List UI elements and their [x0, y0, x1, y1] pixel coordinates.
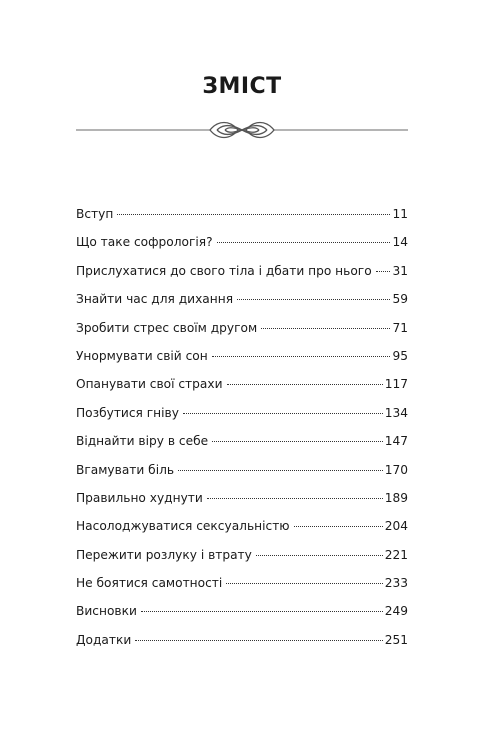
dot-leader — [226, 583, 382, 584]
toc-entry-label: Унормувати свій сон — [76, 348, 208, 363]
toc-entry-label: Висновки — [76, 604, 137, 619]
toc-entry-label: Позбутися гніву — [76, 405, 179, 420]
toc-entry-label: Прислухатися до свого тіла і дбати про нього — [76, 263, 372, 278]
table-of-contents — [76, 207, 408, 661]
toc-entry-label: Правильно худнути — [76, 490, 203, 505]
toc-entry-page: 204 — [384, 519, 408, 534]
toc-entry[interactable] — [76, 548, 408, 576]
toc-entry-page: 221 — [384, 547, 408, 562]
toc-entry-page: 117 — [384, 377, 408, 392]
toc-entry[interactable] — [76, 349, 408, 377]
toc-entry-page: 251 — [384, 632, 408, 647]
dot-leader — [183, 413, 383, 414]
toc-entry[interactable] — [76, 321, 408, 349]
dot-leader — [294, 526, 383, 527]
toc-entry-page: 59 — [392, 292, 408, 307]
toc-entry-label: Вступ — [76, 207, 114, 221]
knot-ornament-icon — [210, 123, 274, 138]
page-title: ЗМІСТ — [202, 74, 282, 99]
toc-entry-label: Пережити розлуку і втрату — [76, 547, 252, 562]
toc-entry-page: 134 — [384, 405, 408, 420]
toc-entry[interactable] — [76, 576, 408, 604]
toc-entry[interactable] — [76, 434, 408, 462]
toc-entry-page: 71 — [392, 320, 408, 335]
toc-entry-page: 170 — [384, 462, 408, 477]
toc-entry-page: 31 — [392, 263, 408, 278]
dot-leader — [141, 611, 383, 612]
dot-leader — [135, 640, 382, 641]
toc-entry-page: 11 — [392, 207, 408, 221]
dot-leader — [261, 328, 390, 329]
toc-entry[interactable] — [76, 463, 408, 491]
toc-entry-label: Насолоджуватися сексуальністю — [76, 519, 290, 534]
toc-entry-label: Що таке софрологія? — [76, 235, 213, 250]
dot-leader — [376, 271, 391, 272]
dot-leader — [207, 498, 383, 499]
toc-entry-label: Не боятися самотності — [76, 576, 223, 591]
toc-entry-page: 14 — [392, 235, 408, 250]
ornament-divider — [76, 118, 408, 142]
toc-entry[interactable] — [76, 292, 408, 320]
toc-entry[interactable] — [76, 264, 408, 292]
toc-entry[interactable] — [76, 519, 408, 547]
toc-entry[interactable] — [76, 235, 408, 263]
toc-entry-label: Зробити стрес своїм другом — [76, 320, 258, 335]
toc-entry-label: Додатки — [76, 632, 132, 647]
toc-entry[interactable] — [76, 604, 408, 632]
dot-leader — [212, 441, 383, 442]
toc-entry[interactable] — [76, 406, 408, 434]
dot-leader — [256, 555, 383, 556]
dot-leader — [237, 299, 390, 300]
toc-entry-page: 233 — [384, 576, 408, 591]
dot-leader — [117, 214, 390, 215]
toc-entry-label: Вгамувати біль — [76, 462, 175, 477]
toc-entry-page: 249 — [384, 604, 408, 619]
toc-entry-page: 95 — [392, 348, 408, 363]
toc-entry-label: Знайти час для дихання — [76, 292, 234, 307]
toc-entry[interactable] — [76, 377, 408, 405]
dot-leader — [178, 470, 383, 471]
toc-entry[interactable] — [76, 633, 408, 661]
dot-leader — [217, 242, 391, 243]
toc-entry-label: Віднайти віру в себе — [76, 434, 209, 449]
dot-leader — [227, 384, 383, 385]
dot-leader — [212, 356, 391, 357]
toc-entry-page: 147 — [384, 434, 408, 449]
toc-entry-page: 189 — [384, 490, 408, 505]
toc-entry-label: Опанувати свої страхи — [76, 377, 223, 392]
toc-entry[interactable] — [76, 207, 408, 235]
toc-entry[interactable] — [76, 491, 408, 519]
